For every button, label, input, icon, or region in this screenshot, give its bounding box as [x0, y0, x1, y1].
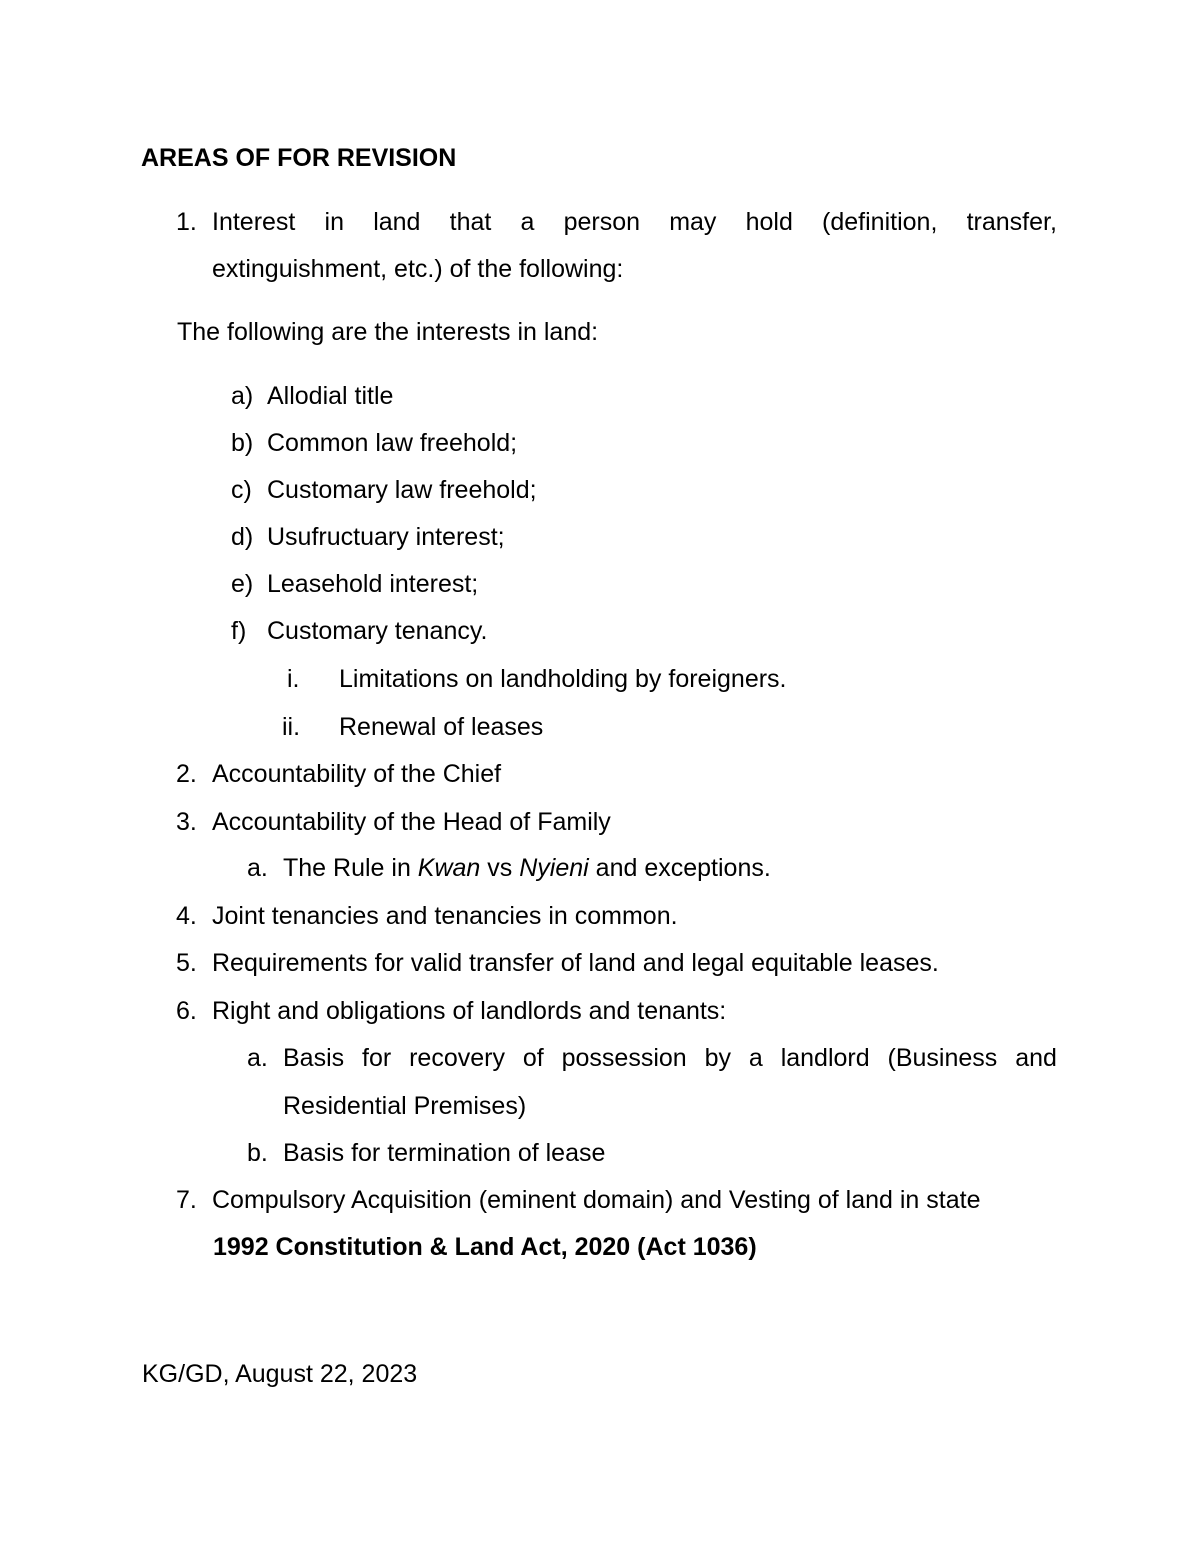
item-4-text: Joint tenancies and tenancies in common.: [212, 902, 678, 930]
item-6-text: Right and obligations of landlords and tenants:: [212, 997, 727, 1025]
footer-date: KG/GD, August 22, 2023: [142, 1360, 418, 1388]
list-item: Allodial title: [267, 382, 394, 410]
list-item-label: f): [231, 617, 247, 645]
word: (definition,: [822, 208, 938, 236]
word: that: [449, 208, 492, 236]
word: person: [563, 208, 641, 236]
item-3-number: 3.: [176, 808, 197, 836]
item-4-number: 4.: [176, 902, 197, 930]
word: by: [704, 1044, 731, 1072]
item-6-number: 6.: [176, 997, 197, 1025]
word: a: [520, 208, 535, 236]
word: may: [669, 208, 717, 236]
item-3-text: Accountability of the Head of Family: [212, 808, 611, 836]
word: in: [324, 208, 345, 236]
word: land: [373, 208, 421, 236]
list-item: Leasehold interest;: [267, 570, 479, 598]
word: hold: [745, 208, 793, 236]
roman-item-label: ii.: [282, 713, 301, 741]
word: and: [1015, 1044, 1057, 1072]
item-5-text: Requirements for valid transfer of land and legal equitable leases.: [212, 949, 939, 977]
word: landlord: [780, 1044, 870, 1072]
item-6b-label: b.: [247, 1139, 268, 1167]
word: (Business: [887, 1044, 998, 1072]
list-item-label: a): [231, 382, 254, 410]
word: Basis: [283, 1044, 345, 1072]
roman-item: Renewal of leases: [339, 713, 544, 741]
case-name-kwan: Kwan: [417, 854, 481, 882]
list-item-label: e): [231, 570, 254, 598]
item-3a-post: and exceptions.: [588, 854, 771, 882]
item-3a-text: [283, 853, 771, 883]
list-item: Customary tenancy.: [267, 617, 488, 645]
word: possession: [561, 1044, 687, 1072]
word: recovery: [409, 1044, 505, 1072]
item-7-number: 7.: [176, 1186, 197, 1214]
word: Interest: [212, 208, 296, 236]
item-7-text: Compulsory Acquisition (eminent domain) and Vesting of land in state: [212, 1186, 981, 1214]
item-6a-text: [283, 1043, 1057, 1073]
list-item-label: d): [231, 523, 254, 551]
item-2-text: Accountability of the Chief: [212, 760, 502, 788]
word: for: [362, 1044, 392, 1072]
roman-item: Limitations on landholding by foreigners.: [339, 665, 787, 693]
item-2-number: 2.: [176, 760, 197, 788]
word: a: [748, 1044, 763, 1072]
item-3a-vs: vs: [480, 854, 520, 882]
item-6a-continuation: Residential Premises): [283, 1092, 527, 1120]
case-name-nyieni: Nyieni: [519, 854, 589, 882]
item-1-text: [212, 207, 1057, 237]
item-5-number: 5.: [176, 949, 197, 977]
item-7-legal-reference: 1992 Constitution & Land Act, 2020 (Act 1036): [213, 1233, 757, 1261]
item-1-number: 1.: [176, 208, 197, 236]
list-item: Common law freehold;: [267, 429, 518, 457]
roman-item-label: i.: [287, 665, 300, 693]
item-6a-label: a.: [247, 1044, 268, 1072]
list-item: Usufructuary interest;: [267, 523, 505, 551]
list-item: Customary law freehold;: [267, 476, 537, 504]
list-item-label: b): [231, 429, 254, 457]
document-title: AREAS OF FOR REVISION: [141, 144, 457, 172]
item-6b-text: Basis for termination of lease: [283, 1139, 606, 1167]
word: of: [522, 1044, 544, 1072]
word: transfer,: [966, 208, 1057, 236]
item-3a-label: a.: [247, 854, 268, 882]
list-item-label: c): [231, 476, 252, 504]
item-1-continuation: extinguishment, etc.) of the following:: [212, 255, 624, 283]
item-3a-pre: The Rule in: [283, 854, 418, 882]
interests-intro: The following are the interests in land:: [177, 318, 599, 346]
